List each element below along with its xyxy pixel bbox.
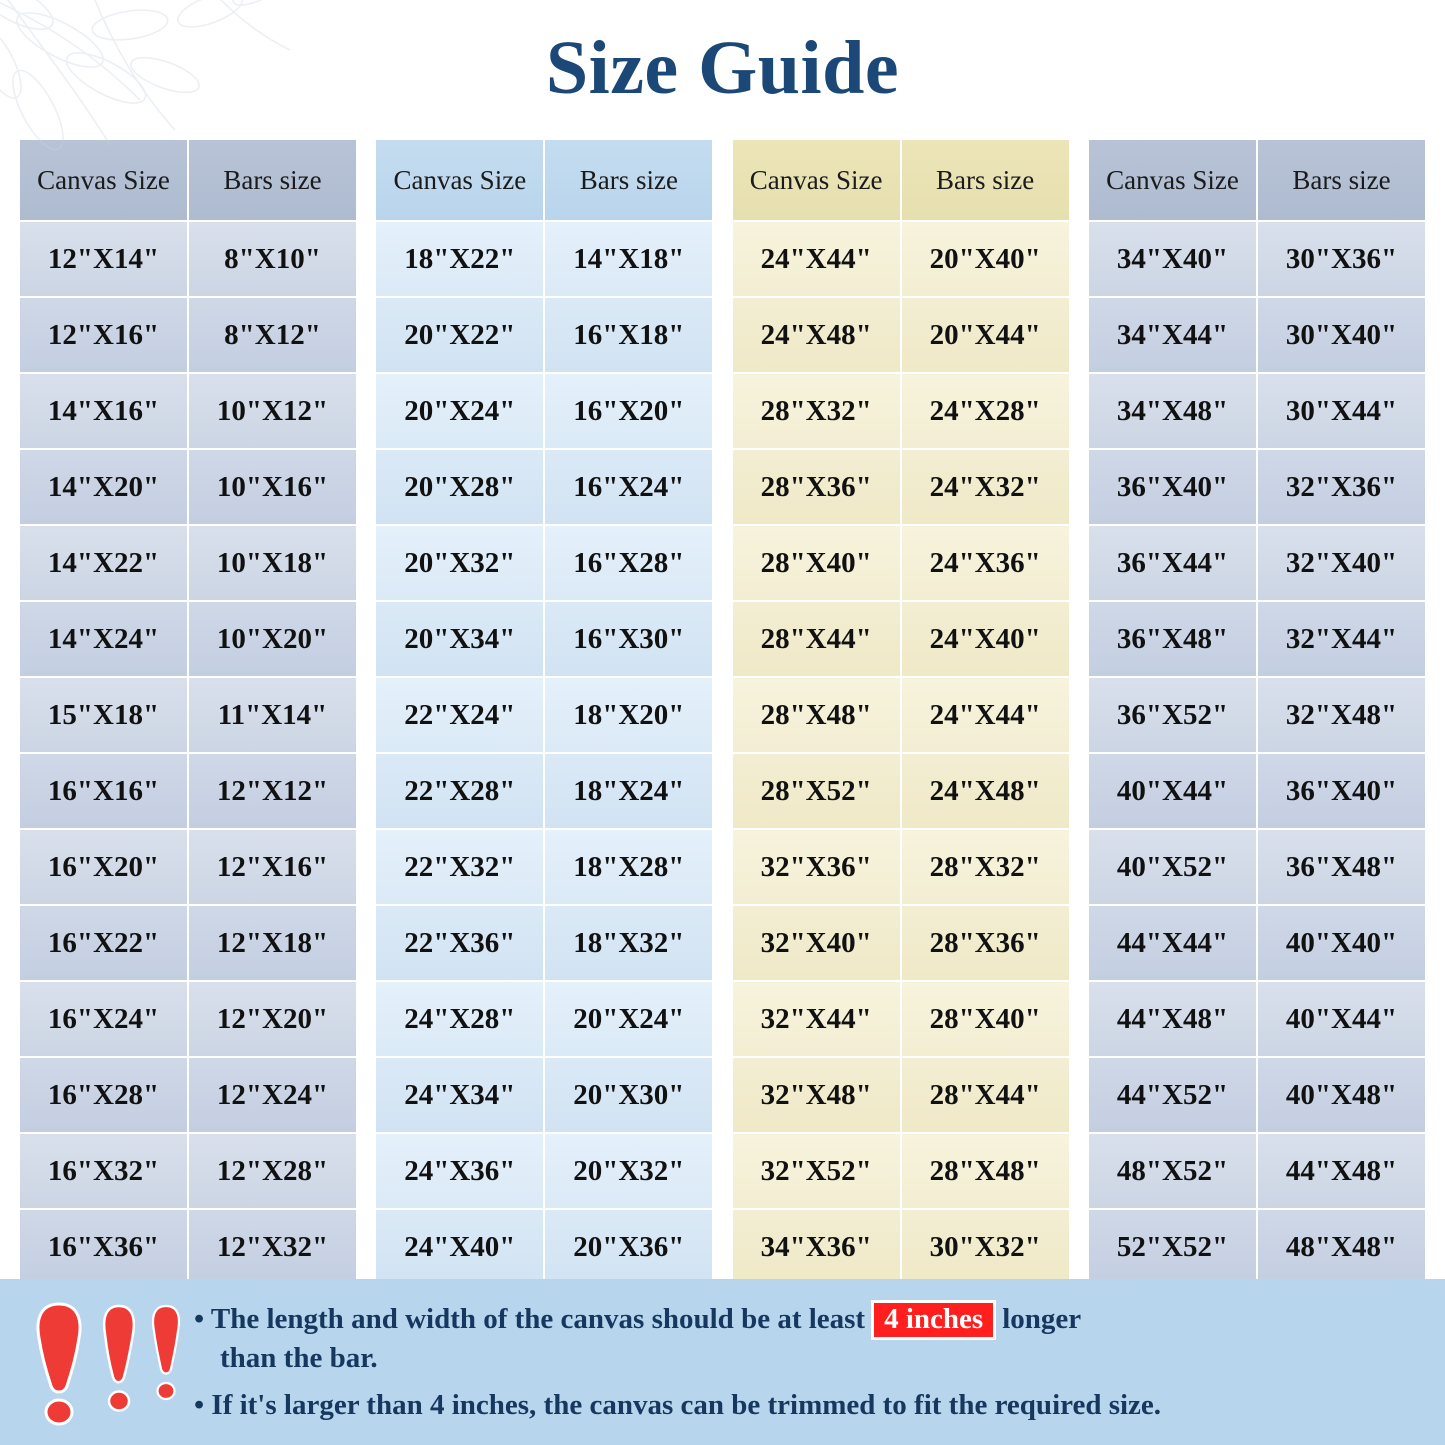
table-row [1089,374,1425,448]
cell-canvas-size: 34"X44" [1089,298,1256,372]
table-row [20,222,356,296]
size-table-4 [1087,138,1427,1286]
table-header-row [20,140,356,220]
cell-bars-size: 18"X32" [545,906,712,980]
cell-bars-size: 24"X36" [902,526,1069,600]
cell-bars-size: 16"X28" [545,526,712,600]
cell-bars-size: 18"X28" [545,830,712,904]
table-row [733,298,1069,372]
cell-canvas-size: 36"X52" [1089,678,1256,752]
table-row [20,678,356,752]
table-row [20,906,356,980]
cell-bars-size: 16"X24" [545,450,712,524]
table-row [376,374,712,448]
cell-bars-size: 10"X18" [189,526,356,600]
cell-bars-size: 36"X40" [1258,754,1425,828]
cell-canvas-size: 14"X20" [20,450,187,524]
cell-bars-size: 32"X44" [1258,602,1425,676]
cell-bars-size: 24"X28" [902,374,1069,448]
cell-bars-size: 20"X36" [545,1210,712,1284]
table-row [376,982,712,1056]
note-1-text-part-1: • The length and width of the canvas should be at least [194,1302,866,1335]
table-row [376,298,712,372]
table-row [1089,1058,1425,1132]
cell-canvas-size: 22"X24" [376,678,543,752]
size-table-1 [18,138,358,1286]
cell-bars-size: 10"X16" [189,450,356,524]
cell-bars-size: 12"X16" [189,830,356,904]
size-table-3 [731,138,1071,1286]
cell-bars-size: 12"X12" [189,754,356,828]
cell-bars-size: 20"X30" [545,1058,712,1132]
cell-bars-size: 24"X48" [902,754,1069,828]
note-1-text-part-2: longer [1002,1302,1082,1335]
cell-canvas-size: 34"X36" [733,1210,900,1284]
cell-canvas-size: 48"X52" [1089,1134,1256,1208]
table-row [733,222,1069,296]
column-header-bars-size: Bars size [189,140,356,220]
table-row [376,1134,712,1208]
cell-canvas-size: 20"X34" [376,602,543,676]
cell-bars-size: 18"X24" [545,754,712,828]
cell-canvas-size: 52"X52" [1089,1210,1256,1284]
cell-bars-size: 24"X44" [902,678,1069,752]
note-1-text-part-3: than the bar. [220,1342,378,1375]
table-row [376,602,712,676]
cell-canvas-size: 24"X28" [376,982,543,1056]
cell-canvas-size: 28"X32" [733,374,900,448]
cell-bars-size: 12"X28" [189,1134,356,1208]
table-row [376,1210,712,1284]
table-row [733,602,1069,676]
table-row [733,450,1069,524]
cell-canvas-size: 20"X32" [376,526,543,600]
footer-notes [194,1300,1421,1425]
cell-canvas-size: 24"X34" [376,1058,543,1132]
cell-bars-size: 12"X32" [189,1210,356,1284]
cell-bars-size: 28"X44" [902,1058,1069,1132]
cell-canvas-size: 16"X20" [20,830,187,904]
table-row [1089,450,1425,524]
column-header-bars-size: Bars size [545,140,712,220]
footer-note-1 [194,1300,1421,1378]
size-tables-container [0,106,1445,1286]
table-row [20,1058,356,1132]
cell-canvas-size: 32"X36" [733,830,900,904]
cell-bars-size: 32"X40" [1258,526,1425,600]
table-row [1089,298,1425,372]
cell-canvas-size: 12"X14" [20,222,187,296]
cell-canvas-size: 22"X36" [376,906,543,980]
cell-canvas-size: 18"X22" [376,222,543,296]
table-row [1089,602,1425,676]
cell-bars-size: 28"X48" [902,1134,1069,1208]
cell-canvas-size: 24"X40" [376,1210,543,1284]
cell-canvas-size: 28"X40" [733,526,900,600]
cell-bars-size: 20"X24" [545,982,712,1056]
cell-bars-size: 40"X44" [1258,982,1425,1056]
cell-canvas-size: 24"X44" [733,222,900,296]
table-row [1089,1134,1425,1208]
cell-canvas-size: 40"X44" [1089,754,1256,828]
cell-bars-size: 36"X48" [1258,830,1425,904]
cell-canvas-size: 16"X32" [20,1134,187,1208]
cell-canvas-size: 34"X40" [1089,222,1256,296]
cell-canvas-size: 32"X52" [733,1134,900,1208]
cell-bars-size: 16"X20" [545,374,712,448]
cell-bars-size: 8"X12" [189,298,356,372]
page-title: Size Guide [545,26,900,110]
cell-bars-size: 30"X40" [1258,298,1425,372]
cell-bars-size: 24"X40" [902,602,1069,676]
footer-note-2: • If it's larger than 4 inches, the canvas can be trimmed to fit the required size. [194,1389,1162,1422]
cell-bars-size: 28"X32" [902,830,1069,904]
cell-bars-size: 12"X24" [189,1058,356,1132]
table-row [1089,222,1425,296]
table-row [20,754,356,828]
cell-canvas-size: 12"X16" [20,298,187,372]
cell-canvas-size: 28"X48" [733,678,900,752]
cell-bars-size: 20"X44" [902,298,1069,372]
cell-bars-size: 20"X40" [902,222,1069,296]
cell-canvas-size: 28"X36" [733,450,900,524]
cell-bars-size: 32"X48" [1258,678,1425,752]
exclamation-mark-icon [149,1300,183,1408]
cell-canvas-size: 44"X44" [1089,906,1256,980]
cell-bars-size: 28"X36" [902,906,1069,980]
table-row [733,1058,1069,1132]
column-header-bars-size: Bars size [1258,140,1425,220]
cell-canvas-size: 22"X32" [376,830,543,904]
table-row [376,222,712,296]
cell-bars-size: 44"X48" [1258,1134,1425,1208]
column-header-canvas-size: Canvas Size [20,140,187,220]
cell-canvas-size: 34"X48" [1089,374,1256,448]
table-row [1089,906,1425,980]
cell-canvas-size: 16"X24" [20,982,187,1056]
table-row [376,754,712,828]
cell-bars-size: 8"X10" [189,222,356,296]
table-row [20,830,356,904]
cell-canvas-size: 32"X48" [733,1058,900,1132]
table-row [20,982,356,1056]
cell-canvas-size: 40"X52" [1089,830,1256,904]
table-row [1089,526,1425,600]
cell-canvas-size: 16"X28" [20,1058,187,1132]
cell-bars-size: 40"X40" [1258,906,1425,980]
table-row [376,906,712,980]
cell-bars-size: 20"X32" [545,1134,712,1208]
cell-canvas-size: 32"X40" [733,906,900,980]
cell-canvas-size: 14"X22" [20,526,187,600]
table-row [20,1134,356,1208]
cell-bars-size: 10"X12" [189,374,356,448]
cell-canvas-size: 15"X18" [20,678,187,752]
table-row [733,830,1069,904]
cell-bars-size: 14"X18" [545,222,712,296]
table-row [1089,1210,1425,1284]
table-row [20,298,356,372]
cell-bars-size: 30"X36" [1258,222,1425,296]
cell-canvas-size: 36"X40" [1089,450,1256,524]
table-row [733,1210,1069,1284]
cell-bars-size: 18"X20" [545,678,712,752]
cell-canvas-size: 28"X52" [733,754,900,828]
cell-canvas-size: 44"X48" [1089,982,1256,1056]
cell-bars-size: 12"X20" [189,982,356,1056]
column-header-canvas-size: Canvas Size [733,140,900,220]
cell-canvas-size: 16"X16" [20,754,187,828]
table-row [733,374,1069,448]
exclamation-mark-icon [99,1300,139,1420]
cell-canvas-size: 20"X28" [376,450,543,524]
table-row [20,1210,356,1284]
table-row [1089,754,1425,828]
table-header-row [376,140,712,220]
cell-canvas-size: 14"X24" [20,602,187,676]
table-row [1089,678,1425,752]
cell-bars-size: 30"X44" [1258,374,1425,448]
cell-canvas-size: 24"X36" [376,1134,543,1208]
cell-bars-size: 11"X14" [189,678,356,752]
cell-bars-size: 24"X32" [902,450,1069,524]
cell-canvas-size: 44"X52" [1089,1058,1256,1132]
table-row [733,754,1069,828]
cell-canvas-size: 20"X22" [376,298,543,372]
highlight-4-inches: 4 inches [871,1300,996,1340]
cell-canvas-size: 22"X28" [376,754,543,828]
column-header-canvas-size: Canvas Size [1089,140,1256,220]
cell-bars-size: 32"X36" [1258,450,1425,524]
cell-canvas-size: 20"X24" [376,374,543,448]
table-row [733,982,1069,1056]
table-row [733,526,1069,600]
table-row [376,830,712,904]
table-row [20,450,356,524]
cell-bars-size: 12"X18" [189,906,356,980]
cell-canvas-size: 32"X44" [733,982,900,1056]
cell-canvas-size: 24"X48" [733,298,900,372]
table-row [733,678,1069,752]
footer-notes-bar [0,1279,1445,1445]
cell-bars-size: 28"X40" [902,982,1069,1056]
table-row [1089,830,1425,904]
table-row [376,678,712,752]
table-row [20,374,356,448]
cell-bars-size: 48"X48" [1258,1210,1425,1284]
cell-bars-size: 40"X48" [1258,1058,1425,1132]
column-header-bars-size: Bars size [902,140,1069,220]
exclamation-mark-icon [29,1300,89,1430]
table-row [376,1058,712,1132]
table-header-row [1089,140,1425,220]
cell-canvas-size: 36"X48" [1089,602,1256,676]
cell-canvas-size: 16"X22" [20,906,187,980]
cell-bars-size: 16"X18" [545,298,712,372]
table-row [376,450,712,524]
table-row [733,906,1069,980]
table-row [1089,982,1425,1056]
table-header-row [733,140,1069,220]
size-table-2 [374,138,714,1286]
cell-canvas-size: 16"X36" [20,1210,187,1284]
cell-bars-size: 16"X30" [545,602,712,676]
table-row [20,526,356,600]
warning-icons-group [18,1294,194,1430]
cell-canvas-size: 36"X44" [1089,526,1256,600]
cell-bars-size: 30"X32" [902,1210,1069,1284]
column-header-canvas-size: Canvas Size [376,140,543,220]
cell-bars-size: 10"X20" [189,602,356,676]
cell-canvas-size: 28"X44" [733,602,900,676]
cell-canvas-size: 14"X16" [20,374,187,448]
table-row [733,1134,1069,1208]
table-row [20,602,356,676]
table-row [376,526,712,600]
